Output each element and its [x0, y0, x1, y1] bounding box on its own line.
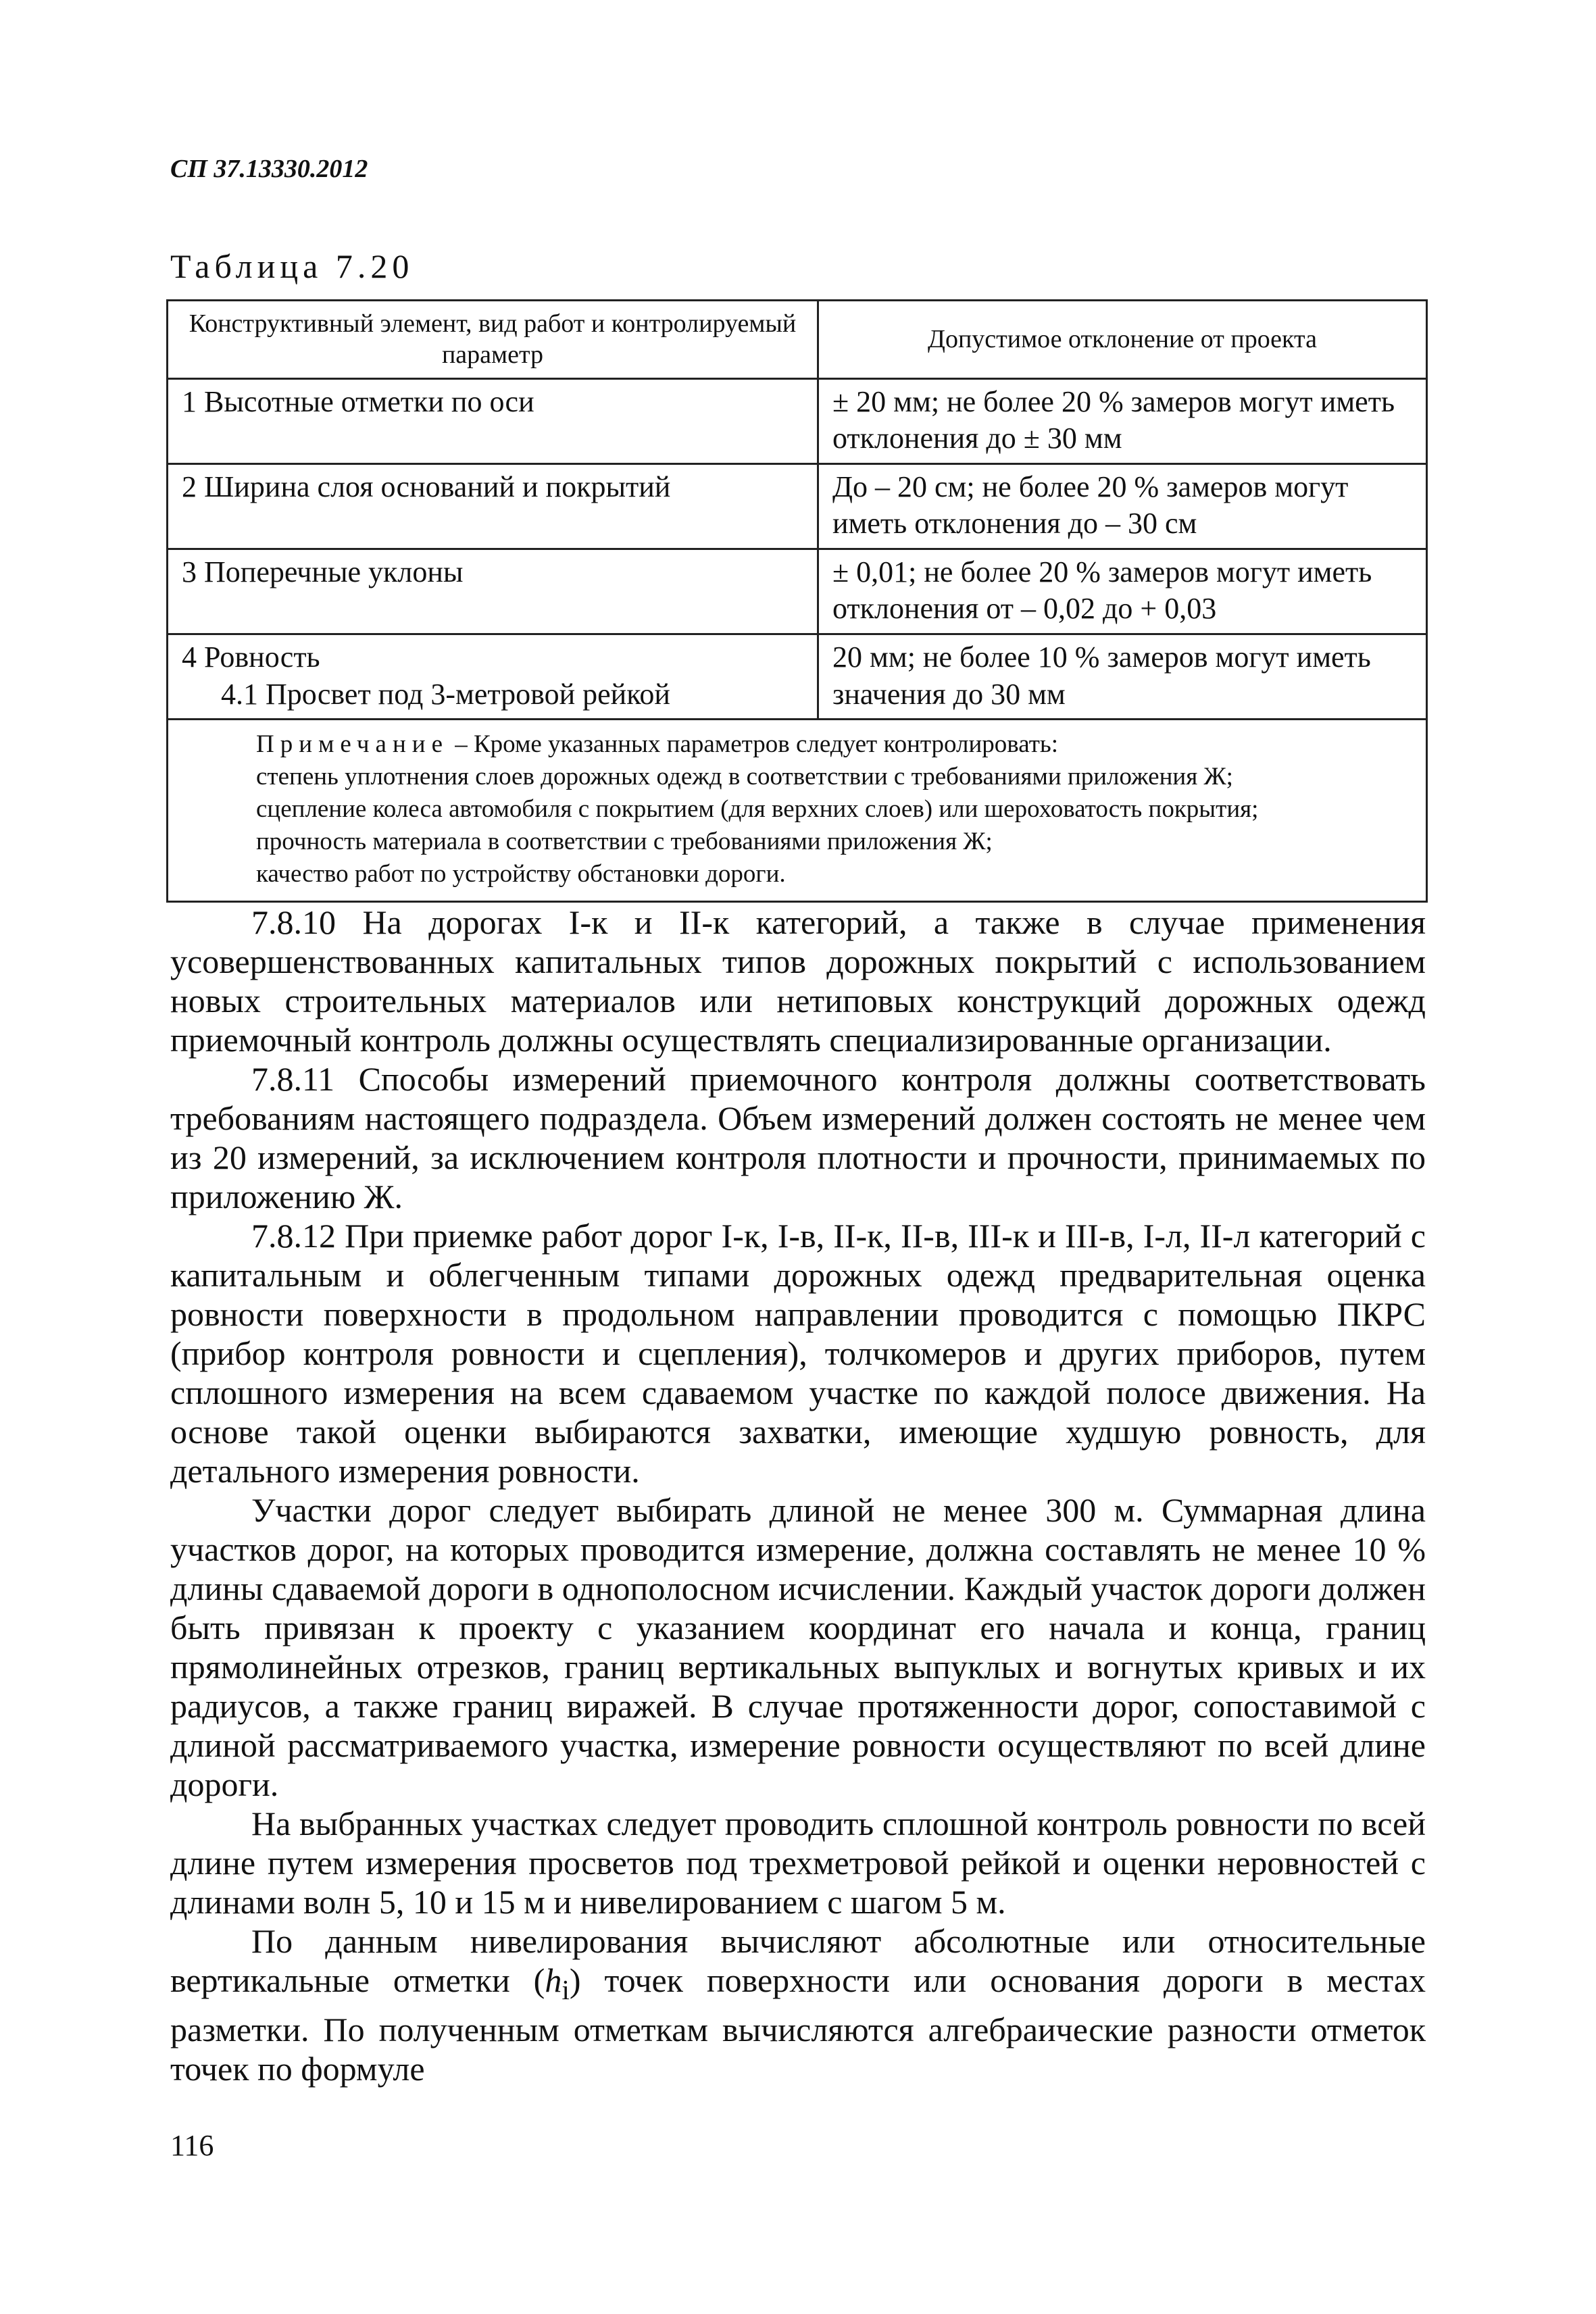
tolerance-table [166, 299, 1428, 903]
paragraph-7-8-11: 7.8.11 Способы измерений приемочного контроля должны соответствовать требованиям настоящего подраздела. Объем измерений должен состоять не менее чем из 20 измерений, за исключением контроля плотности и прочности, принимаемых по приложению Ж. [170, 1060, 1426, 1215]
note-heading [256, 728, 1412, 761]
table-header-row [168, 301, 1427, 379]
table-row [168, 549, 1427, 634]
param-cell: 3 Поперечные уклоны [168, 549, 818, 634]
body-text [170, 903, 1426, 2088]
table-note [168, 720, 1427, 901]
paragraph-leveling [170, 1921, 1426, 2088]
document-code: СП 37.13330.2012 [170, 155, 368, 183]
table-row [168, 378, 1427, 463]
leveling-text-after: ) точек поверхности или основания дороги в местах разметки. По полученным отметкам вычисляются алгебраические разности отметок точек по формуле [170, 1961, 1426, 2088]
note-line: качество работ по устройству обстановки дороги. [256, 860, 786, 888]
leveling-text-before: По данным нивелирования вычисляют абсолютные или относительные вертикальные отметки ( [170, 1922, 1426, 1999]
column-header-tolerance: Допустимое отклонение от проекта [818, 301, 1427, 379]
column-header-parameter: Конструктивный элемент, вид работ и контролируемый параметр [168, 301, 818, 379]
table-caption: Таблица 7.20 [170, 247, 414, 285]
param-cell: 2 Ширина слоя оснований и покрытий [168, 463, 818, 549]
note-label: Примечание [256, 730, 449, 759]
table-note-row [168, 720, 1427, 901]
page-number: 116 [170, 2129, 214, 2162]
note-line: степень уплотнения слоев дорожных одежд в соответствии с требованиями приложения Ж; [256, 763, 1233, 791]
param-subitem: 4.1 Просвет под 3-метровой рейкой [221, 677, 670, 711]
tolerance-cell: ± 0,01; не более 20 % замеров могут иметь отклонения от – 0,02 до + 0,03 [818, 549, 1427, 634]
tolerance-cell: ± 20 мм; не более 20 % замеров могут иметь отклонения до ± 30 мм [818, 378, 1427, 463]
variable-h: h [545, 1961, 562, 1999]
paragraph-section-length: Участки дорог следует выбирать длиной не менее 300 м. Суммарная длина участков дорог, на которых проводится измерение, должна составлять не менее 10 % длины сдаваемой дороги в однополосном исчислении. Каждый участок дороги должен быть привязан к проекту с указанием координат его начала и конца, границ прямолинейных отрезков, границ вертикальных выпуклых и вогнутых кривых и их радиусов, а также границ виражей. В случае протяженности дорог, сопоставимой с длиной рассматриваемого участка, измерение ровности осуществляют по всей длине дороги. [170, 1491, 1426, 1803]
tolerance-cell: До – 20 см; не более 20 % замеров могут иметь отклонения до – 30 см [818, 463, 1427, 549]
paragraph-continuous-control: На выбранных участках следует проводить сплошной контроль ровности по всей длине путем измерения просветов под трехметровой рейкой и оценки неровностей с длинами волн 5, 10 и 15 м и нивелированием с шагом 5 м. [170, 1805, 1426, 1921]
note-line: прочность материала в соответствии с требованиями приложения Ж; [256, 828, 993, 856]
param-text: 4 Ровность [182, 640, 320, 674]
variable-subscript: i [562, 1975, 570, 2006]
note-line: сцепление колеса автомобиля с покрытием (для верхних слоев) или шероховатость покрытия; [256, 795, 1259, 824]
note-intro: – Кроме указанных параметров следует контролировать: [449, 730, 1059, 759]
param-cell [168, 634, 818, 720]
paragraph-7-8-10: 7.8.10 На дорогах I-к и II-к категорий, а также в случае применения усовершенствованных капитальных типов дорожных покрытий с использованием новых строительных материалов или нетиповых конструкций дорожных одежд приемочный контроль должны осуществлять специализированные организации. [170, 903, 1426, 1059]
tolerance-cell: 20 мм; не более 10 % замеров могут иметь значения до 30 мм [818, 634, 1427, 720]
table-row [168, 634, 1427, 720]
table-row [168, 463, 1427, 549]
paragraph-7-8-12: 7.8.12 При приемке работ дорог I-к, I-в, II-к, II-в, III-к и III-в, I-л, II-л категорий с капитальным и облегченным типами дорожных одежд предварительная оценка ровности поверхности в продольном направлении проводится с помощью ПКРС (прибор контроля ровности и сцепления), толчкомеров и других приборов, путем сплошного измерения на всем сдаваемом участке по каждой полосе движения. На основе такой оценки выбираются захватки, имеющие худшую ровность, для детального измерения ровности. [170, 1217, 1426, 1490]
param-cell: 1 Высотные отметки по оси [168, 378, 818, 463]
